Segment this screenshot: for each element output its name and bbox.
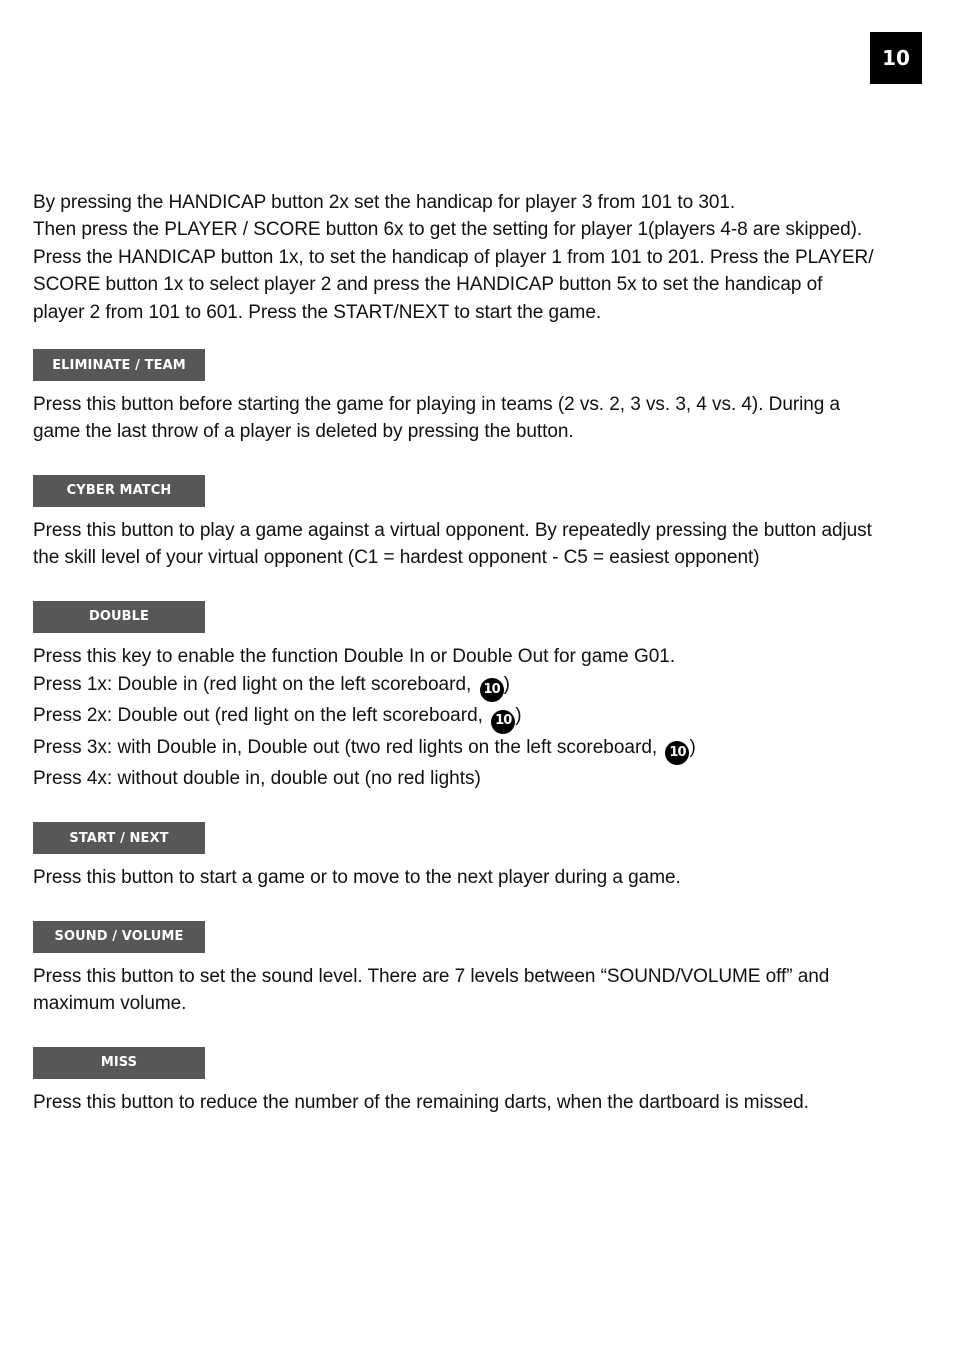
- double-line-press-3x: [33, 734, 918, 765]
- double-line-text: Press 2x: Double out (red light on the left scoreboard,: [33, 705, 483, 727]
- close-paren: ): [689, 736, 696, 758]
- close-paren: ): [515, 705, 522, 727]
- section-label-double: DOUBLE: [33, 601, 205, 633]
- description-line: Press this button before starting the game for playing in teams (2 vs. 2, 3 vs. 3, 4 vs. 4). During a: [33, 394, 841, 416]
- description-line: Press this button to play a game against a virtual opponent. By repeatedly pressing the button adjust: [33, 519, 872, 541]
- section-label-start-next: START / NEXT: [33, 822, 205, 854]
- description-line: the skill level of your virtual opponent (C1 = hardest opponent - C5 = easiest opponent): [33, 547, 760, 569]
- intro-paragraph: [33, 189, 918, 326]
- ref-number-circle-icon: 10: [665, 741, 689, 765]
- cyber-match-description: [33, 517, 918, 572]
- double-line-press-1x: [33, 671, 918, 702]
- start-next-description: Press this button to start a game or to move to the next player during a game.: [33, 867, 681, 889]
- double-line-press-4x: Press 4x: without double in, double out (no red lights): [33, 767, 481, 789]
- sound-volume-description: [33, 963, 918, 1018]
- intro-line: Then press the PLAYER / SCORE button 6x to get the setting for player 1(players 4-8 are skipped).: [33, 219, 863, 241]
- close-paren: ): [503, 674, 510, 696]
- ref-number-circle-icon: 10: [480, 678, 504, 702]
- section-label-cyber-match: CYBER MATCH: [33, 475, 205, 507]
- double-line-text: Press 3x: with Double in, Double out (two red lights on the left scoreboard,: [33, 736, 658, 758]
- page-number: 10: [870, 32, 922, 84]
- intro-line: Press the HANDICAP button 1x, to set the handicap of player 1 from 101 to 201. Press the PLAYER/: [33, 246, 874, 268]
- ref-number-circle-icon: 10: [491, 710, 515, 734]
- double-line-press-2x: [33, 702, 918, 733]
- description-line: game the last throw of a player is deleted by pressing the button.: [33, 421, 574, 443]
- intro-line: SCORE button 1x to select player 2 and press the HANDICAP button 5x to set the handicap of: [33, 274, 823, 296]
- eliminate-team-description: [33, 391, 918, 446]
- description-line: Press this button to set the sound level. There are 7 levels between “SOUND/VOLUME off” and: [33, 965, 830, 987]
- double-description: [33, 643, 918, 794]
- intro-line: By pressing the HANDICAP button 2x set the handicap for player 3 from 101 to 301.: [33, 192, 736, 213]
- section-label-sound-volume: SOUND / VOLUME: [33, 921, 205, 953]
- intro-line: player 2 from 101 to 601. Press the START/NEXT to start the game.: [33, 301, 602, 323]
- double-line-text: Press 1x: Double in (red light on the left scoreboard,: [33, 674, 472, 696]
- page-content: [33, 189, 918, 1116]
- section-label-eliminate-team: ELIMINATE / TEAM: [33, 349, 205, 381]
- section-label-miss: MISS: [33, 1047, 205, 1079]
- double-line-intro: Press this key to enable the function Double In or Double Out for game G01.: [33, 645, 676, 667]
- miss-description: Press this button to reduce the number of the remaining darts, when the dartboard is missed.: [33, 1091, 809, 1113]
- description-line: maximum volume.: [33, 993, 187, 1015]
